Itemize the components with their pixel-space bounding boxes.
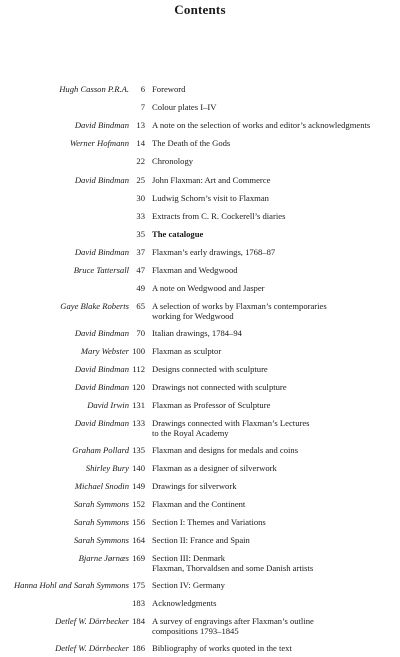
toc-row — [0, 535, 400, 549]
toc-entry-title — [152, 156, 392, 166]
toc-entry-line: Colour plates I–IV — [152, 102, 217, 113]
toc-entry-title — [152, 463, 392, 473]
toc-entry-line: Flaxman and the Continent — [152, 499, 246, 509]
toc-row — [0, 301, 400, 322]
toc-entry-title — [152, 346, 392, 356]
toc-page-number: 140 — [132, 462, 145, 473]
page-title: Contents — [174, 2, 226, 17]
toc-entry-line-2: to the Royal Academy — [152, 428, 229, 439]
toc-entry-title — [152, 616, 392, 636]
toc-row — [0, 346, 400, 360]
toc-entry-title — [152, 517, 392, 527]
toc-page-number: 164 — [132, 535, 145, 546]
toc-entry-line: Designs connected with sculpture — [152, 363, 268, 374]
toc-entry-line: Acknowledgments — [152, 597, 217, 608]
toc-entry-title — [152, 283, 392, 293]
toc-page-number: 184 — [132, 616, 145, 626]
toc-page-number: 37 — [136, 246, 145, 257]
toc-row — [0, 364, 400, 378]
toc-row — [0, 84, 400, 98]
toc-page-number: 25 — [136, 174, 145, 185]
toc-entry-line: Drawings connected with Flaxman’s Lectures — [152, 418, 310, 429]
toc-entry-line: John Flaxman: Art and Commerce — [152, 174, 271, 185]
toc-entry-line: The catalogue — [152, 228, 204, 239]
toc-page-number: 22 — [136, 156, 145, 167]
toc-row — [0, 283, 400, 297]
toc-entry-title — [152, 580, 392, 590]
toc-entry-title — [152, 328, 392, 338]
toc-row — [0, 463, 400, 477]
toc-row — [0, 229, 400, 243]
toc-author: Mary Webster — [80, 345, 129, 356]
toc-author: Sarah Symmons — [73, 535, 129, 546]
toc-author: Sarah Symmons — [73, 499, 129, 509]
toc-row — [0, 616, 400, 636]
toc-page-number: 175 — [132, 579, 145, 590]
toc-entry-line: Flaxman and Wedgwood — [152, 265, 238, 275]
toc-entry-line-2: Flaxman, Thorvaldsen and some Danish artists — [152, 563, 314, 574]
toc-page-number: 7 — [140, 102, 145, 113]
toc-entry-line: Section IV: Germany — [152, 579, 225, 590]
toc-page-number: 183 — [132, 597, 145, 608]
toc-page-number: 35 — [136, 228, 145, 239]
toc-row — [0, 481, 400, 495]
toc-author: David Bindman — [74, 382, 129, 392]
toc-page-number: 49 — [136, 283, 145, 294]
toc-page-number: 169 — [132, 553, 145, 564]
toc-entry-title — [152, 193, 392, 203]
toc-row — [0, 247, 400, 261]
toc-row — [0, 265, 400, 279]
toc-entry-line: Flaxman as sculptor — [152, 345, 222, 356]
toc-author: Bjarne Jørnæs — [78, 553, 129, 564]
toc-entry-title — [152, 445, 392, 455]
toc-page-number: 133 — [132, 418, 145, 429]
toc-row — [0, 598, 400, 612]
toc-entry-line: Flaxman as Professor of Sculpture — [152, 400, 271, 411]
toc-entry-line: A note on the selection of works and editor’s acknowledgments — [152, 120, 371, 131]
toc-page-number: 152 — [132, 499, 145, 509]
toc-row — [0, 400, 400, 414]
toc-entry-line: The Death of the Gods — [152, 138, 231, 149]
toc-row — [0, 193, 400, 207]
toc-page-number: 13 — [136, 120, 145, 131]
toc-page-number: 30 — [136, 192, 145, 203]
toc-entry-line: Ludwig Schorn’s visit to Flaxman — [152, 192, 269, 203]
toc-entry-line: Section I: Themes and Variations — [152, 517, 266, 528]
toc-entry-line: Foreword — [152, 84, 186, 94]
toc-row — [0, 138, 400, 152]
toc-entry-line: A note on Wedgwood and Jasper — [152, 283, 265, 294]
toc-row — [0, 553, 400, 574]
toc-entry-line-2: working for Wedgwood — [152, 311, 234, 322]
toc-author: David Bindman — [74, 246, 129, 257]
toc-row — [0, 382, 400, 396]
toc-page-number: 149 — [132, 480, 145, 491]
toc-page-number: 6 — [140, 84, 145, 94]
toc-page-number: 33 — [136, 210, 145, 221]
toc-entry-title — [152, 418, 392, 438]
toc-page-number: 131 — [132, 400, 145, 411]
toc-page-number: 100 — [132, 345, 145, 356]
toc-author: Michael Snodin — [74, 480, 129, 491]
toc-row — [0, 418, 400, 439]
toc-page-number: 186 — [132, 642, 145, 653]
toc-author: Gaye Blake Roberts — [60, 301, 129, 312]
toc-entry-line: Section III: Denmark — [152, 553, 226, 564]
toc-row — [0, 517, 400, 531]
toc-page-number: 47 — [136, 265, 145, 275]
toc-entry-title — [152, 229, 392, 239]
toc-page-number: 156 — [132, 517, 145, 528]
toc-entry-title — [152, 400, 392, 410]
toc-author: Hanna Hohl and Sarah Symmons — [13, 579, 129, 590]
toc-author: David Bindman — [74, 363, 129, 374]
toc-entry-line-2: compositions 1793–1845 — [152, 626, 239, 636]
toc-row — [0, 211, 400, 225]
toc-entry-title — [152, 535, 392, 545]
toc-entry-title — [152, 120, 392, 130]
toc-author: David Bindman — [74, 174, 129, 185]
toc-entry-title — [152, 138, 392, 148]
toc-entry-line: Italian drawings, 1784–94 — [152, 327, 242, 338]
toc-author: David Irwin — [87, 400, 129, 411]
toc-row — [0, 580, 400, 594]
toc-author: Shirley Bury — [85, 462, 129, 473]
toc-entry-title — [152, 382, 392, 392]
toc-author: Detlef W. Dörrbecker — [55, 616, 129, 626]
toc-row — [0, 120, 400, 134]
toc-entry-title — [152, 175, 392, 185]
toc-author: Detlef W. Dörrbecker — [55, 642, 129, 653]
toc-author: Hugh Casson P.R.A. — [59, 84, 129, 94]
toc-entry-title — [152, 598, 392, 608]
toc-entry-title — [152, 553, 392, 573]
toc-entry-title — [152, 265, 392, 275]
toc-entry-title — [152, 211, 392, 221]
toc-page-number: 120 — [132, 382, 145, 392]
toc-author: David Bindman — [74, 418, 129, 429]
toc-entry-title — [152, 102, 392, 112]
toc-entry-line: Flaxman’s early drawings, 1768–87 — [152, 246, 276, 257]
toc-row — [0, 156, 400, 170]
toc-entry-title — [152, 301, 392, 321]
toc-page-number: 112 — [132, 363, 145, 374]
toc-row — [0, 499, 400, 513]
toc-page-number: 65 — [136, 301, 145, 312]
toc-page-number: 70 — [136, 327, 145, 338]
toc-row — [0, 643, 400, 657]
toc-entry-line: Section II: France and Spain — [152, 535, 250, 546]
toc-entry-line: A selection of works by Flaxman’s contemporaries — [152, 301, 327, 312]
toc-entry-title — [152, 643, 392, 653]
toc-entry-line: Drawings for silverwork — [152, 480, 237, 491]
toc-author: Graham Pollard — [72, 444, 129, 455]
toc-entry-title — [152, 364, 392, 374]
toc-entry-title — [152, 84, 392, 94]
toc-page-number: 135 — [132, 444, 145, 455]
toc-row — [0, 175, 400, 189]
toc-author: David Bindman — [74, 327, 129, 338]
toc-entry-line: Chronology — [152, 156, 194, 167]
toc-entry-line: Flaxman and designs for medals and coins — [152, 444, 299, 455]
toc-author: Sarah Symmons — [73, 517, 129, 528]
toc-row — [0, 445, 400, 459]
toc-entry-line: Flaxman as a designer of silverwork — [152, 462, 277, 473]
toc-row — [0, 102, 400, 116]
toc-author: David Bindman — [74, 120, 129, 131]
toc-entry-title — [152, 247, 392, 257]
toc-entry-title — [152, 499, 392, 509]
toc-entry-line: Bibliography of works quoted in the text — [152, 642, 292, 653]
toc-entry-title — [152, 481, 392, 491]
toc-author: Werner Hofmann — [69, 138, 129, 149]
toc-page-number: 14 — [136, 138, 145, 149]
toc-entry-line: Extracts from C. R. Cockerell’s diaries — [152, 210, 286, 221]
toc-entry-line: Drawings not connected with sculpture — [152, 382, 287, 392]
toc-entry-line: A survey of engravings after Flaxman’s outline — [152, 616, 314, 626]
toc-row — [0, 328, 400, 342]
toc-author: Bruce Tattersall — [73, 265, 129, 275]
